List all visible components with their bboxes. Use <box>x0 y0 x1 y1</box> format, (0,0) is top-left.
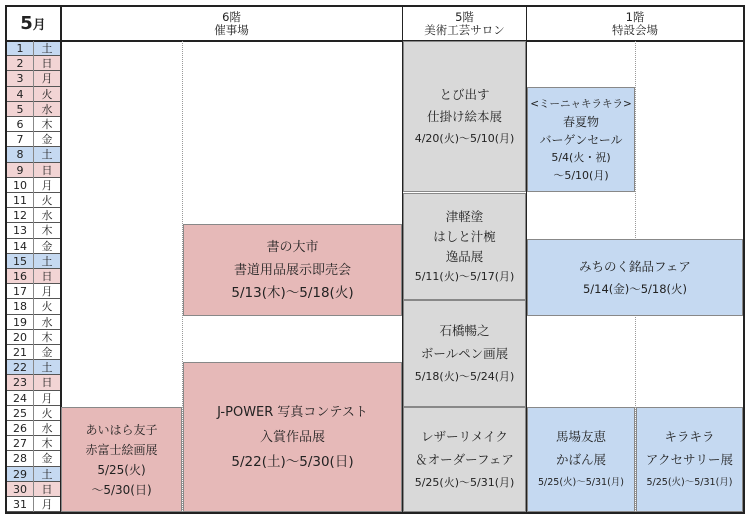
day-number: 4 <box>7 87 33 102</box>
floor-6-label: 6階 <box>222 9 241 24</box>
event-title: キラキラ <box>664 429 715 444</box>
event-aihara[interactable] <box>61 407 182 512</box>
day-weekday: 日 <box>34 375 60 390</box>
day-number: 22 <box>7 360 33 375</box>
day-weekday: 水 <box>34 421 60 436</box>
day-weekday: 水 <box>34 208 60 223</box>
day-weekday: 火 <box>34 406 60 421</box>
day-number: 6 <box>7 117 33 132</box>
day-number: 2 <box>7 56 33 71</box>
event-dates: 5/4(火・祝) <box>551 150 611 164</box>
day-weekday: 土 <box>34 147 60 162</box>
day-number: 1 <box>7 41 33 56</box>
day-weekday: 土 <box>34 467 60 482</box>
event-miniya[interactable] <box>527 87 635 192</box>
day-weekday: 日 <box>34 56 60 71</box>
day-weekday: 木 <box>34 330 60 345</box>
floor-1-label: 1階 <box>625 9 645 24</box>
event-dates: 5/18(火)～5/24(月) <box>414 370 515 383</box>
event-title: みちのく銘品フェア <box>579 258 691 274</box>
day-number: 13 <box>7 223 33 238</box>
day-weekday: 火 <box>34 87 60 102</box>
event-subtitle: ボールペン画展 <box>420 346 509 361</box>
event-dates-end: ～5/10(月) <box>553 168 609 182</box>
event-title: レザーリメイク <box>421 429 508 444</box>
event-tsugaru[interactable] <box>403 193 526 300</box>
floor-5-header <box>403 7 526 40</box>
day-number: 23 <box>7 375 33 390</box>
event-shonoichi[interactable] <box>183 224 402 316</box>
day-number: 15 <box>7 254 33 269</box>
day-number: 25 <box>7 406 33 421</box>
day-number: 10 <box>7 178 33 193</box>
floor-6-header <box>61 7 402 40</box>
day-number: 24 <box>7 391 33 406</box>
day-number: 11 <box>7 193 33 208</box>
floor-1-name: 特設会場 <box>612 22 658 37</box>
event-subtitle: 赤富士絵画展 <box>85 442 158 457</box>
day-weekday: 土 <box>34 360 60 375</box>
day-weekday: 金 <box>34 239 60 254</box>
day-weekday: 日 <box>34 482 60 497</box>
event-ishibashi[interactable] <box>403 300 526 407</box>
floor-5-label: 5階 <box>455 9 474 24</box>
event-title: 春夏物 <box>562 114 599 129</box>
day-number: 9 <box>7 163 33 178</box>
floor-6-name: 催事場 <box>214 22 249 37</box>
event-dates: 5/25(火)～5/31(月) <box>538 477 624 488</box>
event-subtitle: 入賞作品展 <box>259 429 325 445</box>
day-number: 7 <box>7 132 33 147</box>
day-number: 27 <box>7 436 33 451</box>
header-divider <box>7 40 743 42</box>
event-title: 書の大市 <box>266 239 319 255</box>
floor-5-name: 美術工芸サロン <box>424 22 505 37</box>
day-number: 3 <box>7 71 33 86</box>
day-weekday: 木 <box>34 223 60 238</box>
event-subtitle: かばん展 <box>555 452 606 467</box>
event-title: 石橋暢之 <box>439 323 490 338</box>
event-michinoku[interactable] <box>527 239 743 316</box>
day-weekday: 火 <box>34 193 60 208</box>
month-unit: 月 <box>32 18 46 33</box>
event-leather[interactable] <box>403 407 526 512</box>
event-baba[interactable] <box>527 407 635 512</box>
month-header <box>7 7 59 40</box>
day-weekday: 日 <box>34 163 60 178</box>
event-subtitle: はしと汁椀 <box>433 228 496 244</box>
event-brand: <ミーニャキラキラ> <box>530 97 632 110</box>
day-number: 20 <box>7 330 33 345</box>
event-dates: 5/14(金)～5/18(火) <box>582 281 688 296</box>
event-dates-end: ～5/30(日) <box>91 482 152 497</box>
day-weekday: 土 <box>34 254 60 269</box>
event-dates: 5/11(火)～5/17(月) <box>414 269 515 283</box>
floor-1-header <box>527 7 743 40</box>
day-weekday: 土 <box>34 41 60 56</box>
day-weekday: 木 <box>34 436 60 451</box>
day-number: 16 <box>7 269 33 284</box>
day-number: 30 <box>7 482 33 497</box>
event-dates: 4/20(火)～5/10(月) <box>414 131 515 145</box>
day-weekday: 月 <box>34 71 60 86</box>
event-title: とび出す <box>439 86 490 102</box>
event-subtitle: バーゲンセール <box>539 132 623 147</box>
day-number: 8 <box>7 147 33 162</box>
day-weekday: 金 <box>34 345 60 360</box>
event-tobidasu[interactable] <box>403 41 526 192</box>
month-number: 5 <box>20 13 33 34</box>
day-weekday: 月 <box>34 178 60 193</box>
day-number: 31 <box>7 497 33 512</box>
event-title: 馬場友恵 <box>555 429 606 444</box>
day-weekday: 水 <box>34 315 60 330</box>
day-weekday: 月 <box>34 284 60 299</box>
event-title: J-POWER 写真コンテスト <box>217 404 368 420</box>
day-weekday: 月 <box>34 391 60 406</box>
day-weekday: 日 <box>34 269 60 284</box>
event-title: あいはら友子 <box>85 422 158 437</box>
event-subtitle: 書道用品展示即売会 <box>233 262 351 278</box>
day-weekday: 金 <box>34 132 60 147</box>
event-kirakira[interactable] <box>636 407 743 512</box>
event-dates: 5/25(火)～5/31(月) <box>646 477 733 488</box>
event-subtitle: 仕掛け絵本展 <box>426 108 502 124</box>
event-dates: 5/22(土)～5/30(日) <box>231 453 354 470</box>
day-number: 29 <box>7 467 33 482</box>
day-number: 21 <box>7 345 33 360</box>
day-weekday: 月 <box>34 497 60 512</box>
event-title: 津軽塗 <box>445 208 484 224</box>
day-number: 12 <box>7 208 33 223</box>
day-number: 14 <box>7 239 33 254</box>
event-dates: 5/13(木)～5/18(火) <box>231 284 354 301</box>
event-subtitle-2: 逸品展 <box>445 248 484 264</box>
day-weekday: 金 <box>34 451 60 466</box>
day-number: 19 <box>7 315 33 330</box>
day-number: 17 <box>7 284 33 299</box>
day-weekday: 水 <box>34 102 60 117</box>
day-weekday: 火 <box>34 299 60 314</box>
event-subtitle: ＆オーダーフェア <box>415 452 514 467</box>
event-dates: 5/25(火) <box>97 462 146 477</box>
day-number: 28 <box>7 451 33 466</box>
event-dates: 5/25(火)～5/31(月) <box>414 476 515 489</box>
day-number: 18 <box>7 299 33 314</box>
event-jpower[interactable] <box>183 362 402 512</box>
day-number: 5 <box>7 102 33 117</box>
day-number: 26 <box>7 421 33 436</box>
weekday-divider <box>33 41 34 512</box>
event-subtitle: アクセサリー展 <box>645 452 734 467</box>
day-weekday: 木 <box>34 117 60 132</box>
